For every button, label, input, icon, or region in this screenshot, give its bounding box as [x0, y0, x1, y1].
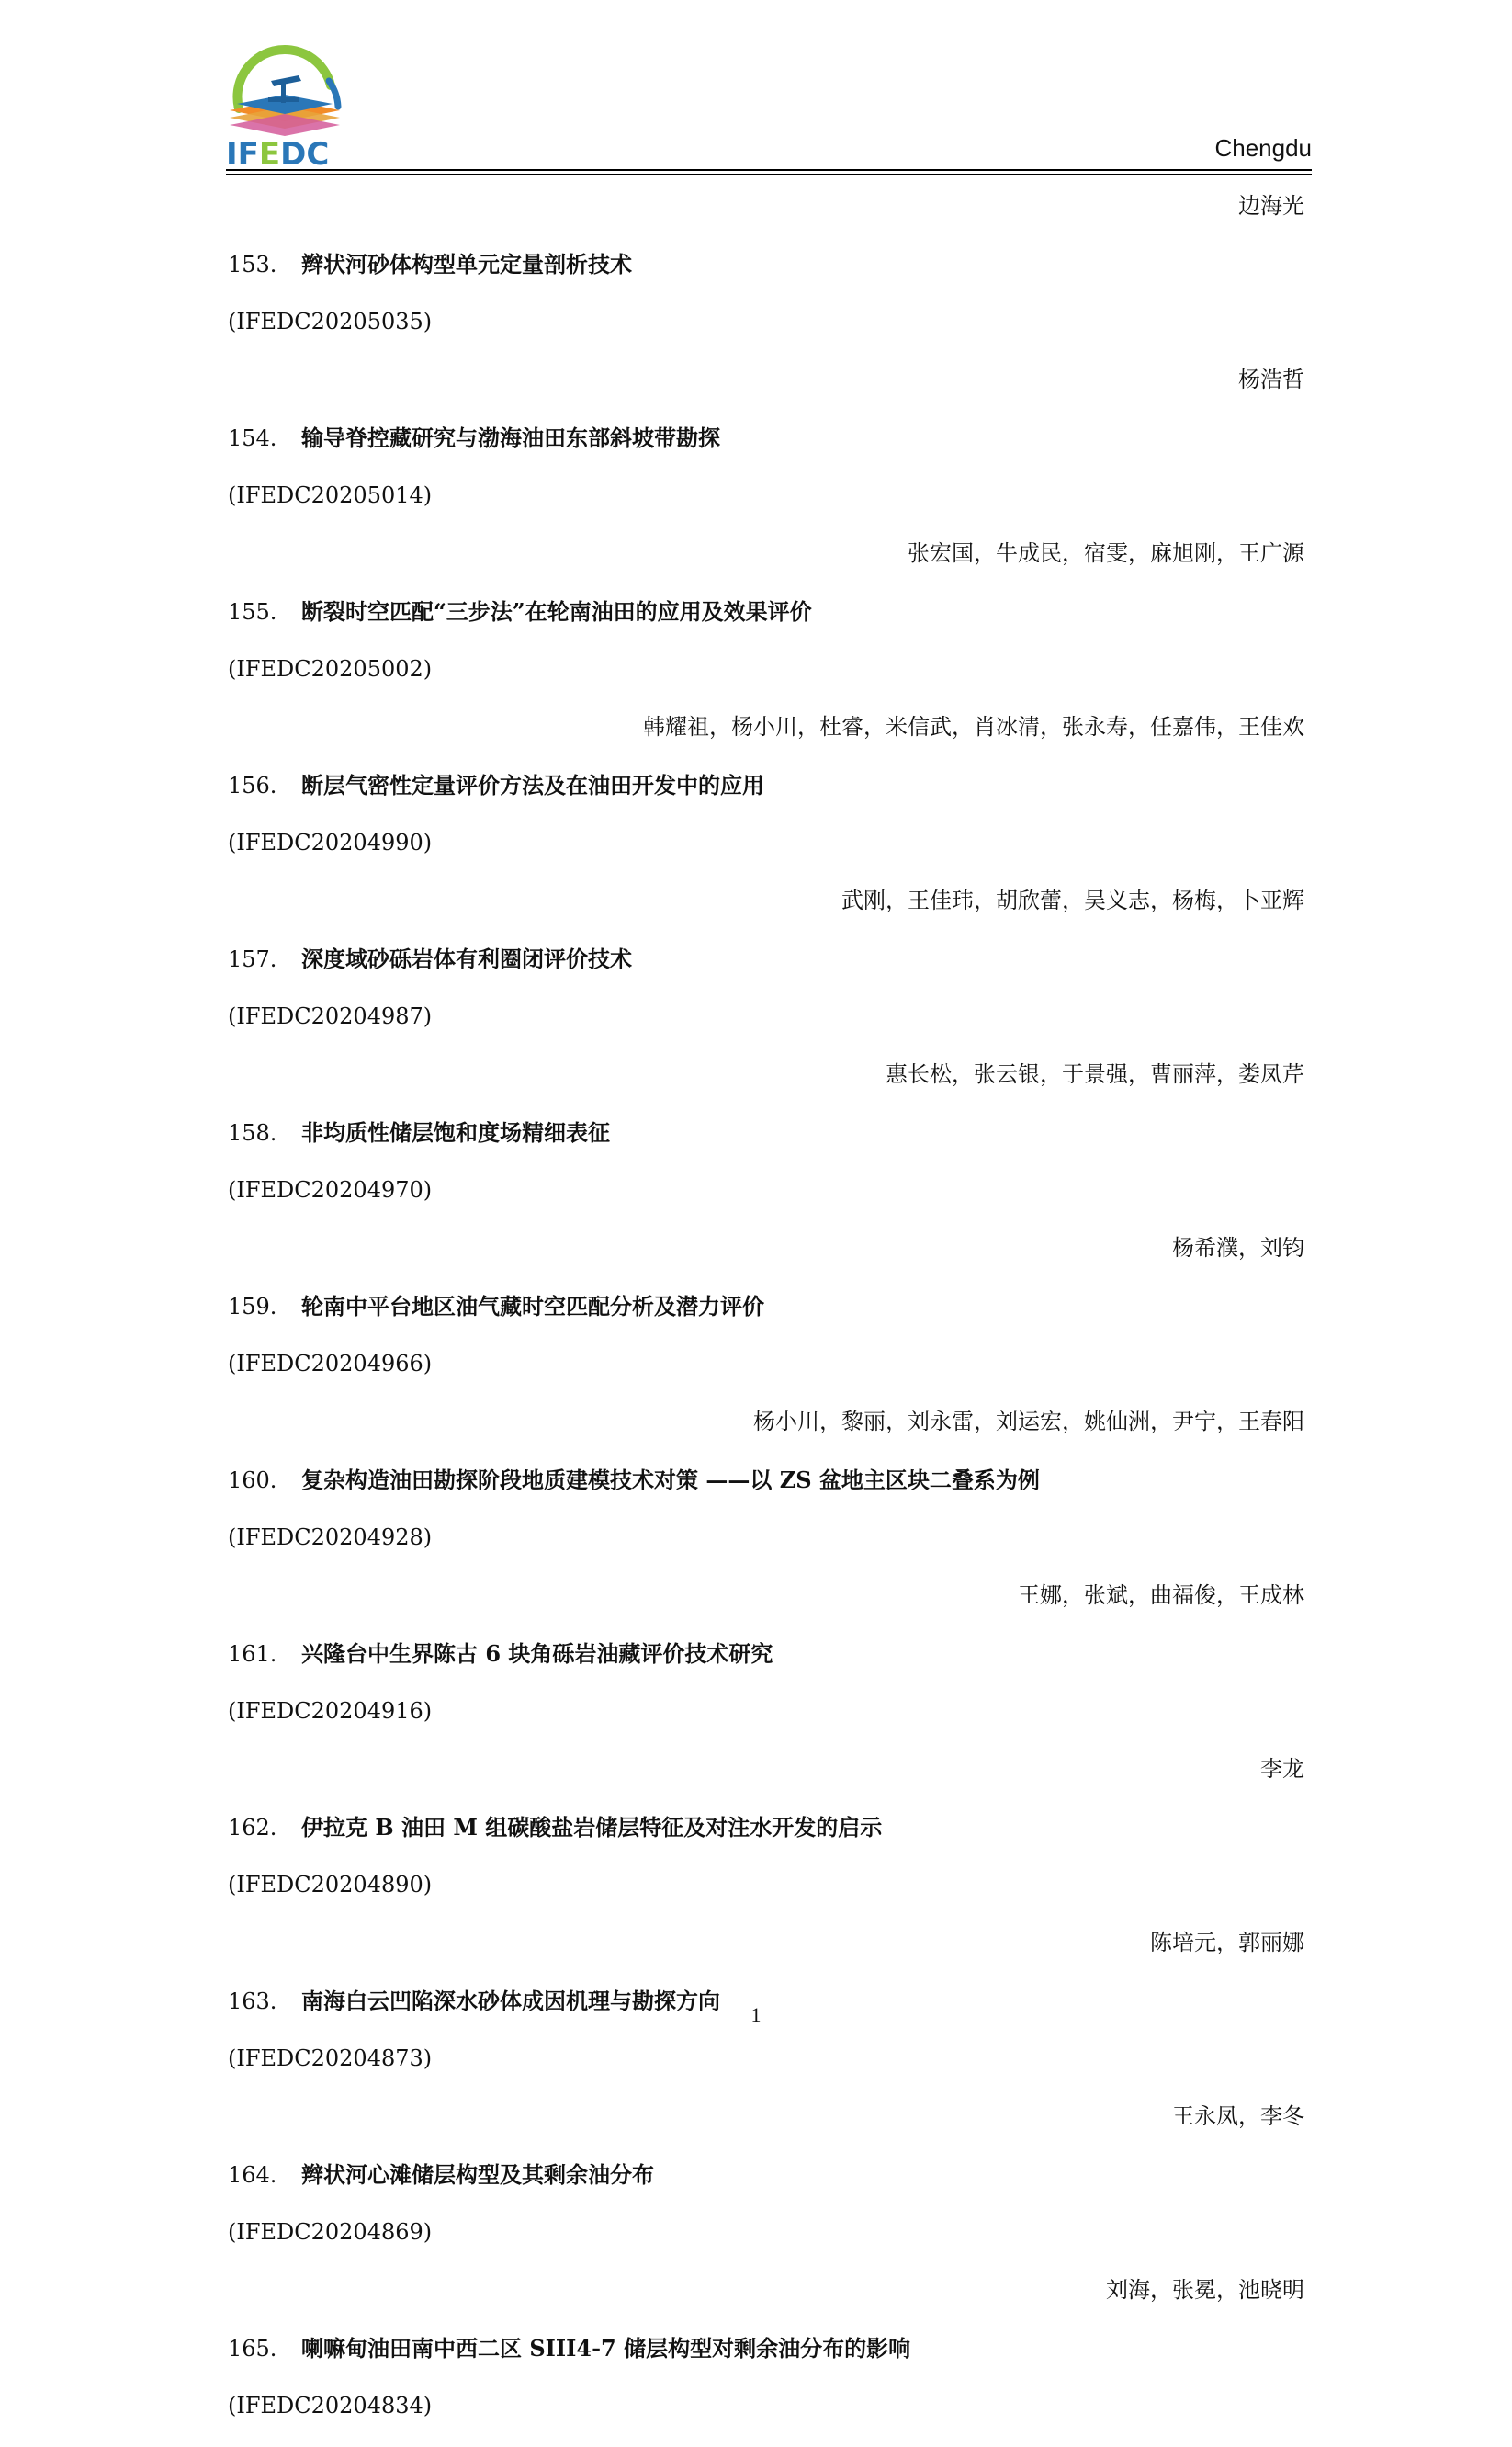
paper-title-line: [228, 1116, 1304, 1150]
paper-entry: [228, 1116, 1304, 1265]
paper-title-line: [228, 421, 1304, 455]
paper-title-line: [228, 595, 1304, 629]
paper-title: 辫状河心滩储层构型及其剩余油分布: [301, 2161, 654, 2188]
paper-id: (IFEDC20204970): [228, 1177, 433, 1203]
paper-number: 164.: [228, 2162, 277, 2188]
paper-title-line: [228, 1463, 1304, 1497]
header-divider-thin: [226, 174, 1312, 175]
paper-authors: 王永凤，李冬: [1172, 2103, 1304, 2129]
paper-authors: 韩耀祖，杨小川，杜睿，米信武，肖冰清，张永寿，任嘉伟，王佳欢: [643, 714, 1304, 740]
paper-id: (IFEDC20204916): [228, 1698, 433, 1724]
header-city: Chengdu: [1214, 134, 1312, 162]
paper-authors: 武刚，王佳玮，胡欣蕾，吴义志，杨梅，卜亚辉: [841, 888, 1304, 913]
paper-authors: 陈培元，郭丽娜: [1150, 1930, 1304, 1955]
paper-title-line: [228, 1810, 1304, 1844]
paper-entry: [228, 942, 1304, 1092]
paper-list: [228, 189, 1304, 2447]
paper-authors: 杨浩哲: [1238, 367, 1304, 392]
paper-title-line: [228, 1289, 1304, 1323]
paper-authors: 张宏国，牛成民，宿雯，麻旭刚，王广源: [908, 540, 1304, 566]
paper-number: 153.: [228, 252, 277, 278]
paper-entry: [228, 768, 1304, 918]
paper-title: 断裂时空匹配“三步法”在轮南油田的应用及效果评价: [301, 598, 812, 625]
logo-emblem-icon: [220, 44, 349, 141]
paper-id: (IFEDC20204928): [228, 1524, 433, 1550]
paper-entry: [228, 1810, 1304, 1960]
paper-id: (IFEDC20204890): [228, 1872, 433, 1898]
paper-id: (IFEDC20205002): [228, 656, 433, 682]
leading-authors: 边海光: [1238, 193, 1304, 219]
paper-id: (IFEDC20204869): [228, 2219, 433, 2245]
paper-id: (IFEDC20204966): [228, 1351, 433, 1376]
paper-title-line: [228, 1637, 1304, 1671]
paper-entry: [228, 421, 1304, 571]
paper-number: 165.: [228, 2336, 277, 2362]
paper-entry: [228, 2158, 1304, 2307]
paper-number: 162.: [228, 1815, 277, 1841]
paper-authors: 杨希濮，刘钧: [1172, 1235, 1304, 1261]
paper-number: 157.: [228, 946, 277, 972]
logo-text: IFEDC: [226, 136, 330, 173]
paper-entry: [228, 1289, 1304, 1439]
paper-title: 兴隆台中生界陈古 6 块角砾岩油藏评价技术研究: [301, 1640, 773, 1667]
paper-authors: 杨小川，黎丽，刘永雷，刘运宏，姚仙洲，尹宁，王春阳: [753, 1409, 1304, 1434]
paper-id: (IFEDC20204987): [228, 1003, 433, 1029]
paper-entry: [228, 595, 1304, 744]
paper-title: 非均质性储层饱和度场精细表征: [301, 1119, 610, 1146]
paper-authors: 惠长松，张云银，于景强，曹丽萍，娄凤芹: [886, 1061, 1304, 1087]
entries-container: [228, 247, 1304, 2423]
paper-number: 159.: [228, 1294, 277, 1320]
paper-entry: [228, 1637, 1304, 1786]
paper-title-line: [228, 247, 1304, 281]
paper-title-line: [228, 2331, 1304, 2365]
paper-number: 160.: [228, 1467, 277, 1493]
paper-title: 复杂构造油田勘探阶段地质建模技术对策 ——以 ZS 盆地主区块二叠系为例: [301, 1467, 1040, 1493]
paper-id: (IFEDC20204873): [228, 2045, 433, 2071]
paper-title: 伊拉克 B 油田 M 组碳酸盐岩储层特征及对注水开发的启示: [301, 1814, 883, 1841]
paper-id: (IFEDC20204990): [228, 830, 433, 855]
paper-number: 163.: [228, 1988, 277, 2014]
paper-authors: 王娜，张斌，曲福俊，王成林: [1018, 1582, 1304, 1608]
paper-title: 辫状河砂体构型单元定量剖析技术: [301, 251, 632, 278]
page-number: 1: [750, 2003, 762, 2026]
paper-title-line: [228, 2158, 1304, 2192]
paper-title: 南海白云凹陷深水砂体成因机理与勘探方向: [301, 1988, 720, 2014]
paper-authors: 李龙: [1260, 1756, 1304, 1782]
paper-id: (IFEDC20205035): [228, 309, 433, 334]
paper-title: 输导脊控藏研究与渤海油田东部斜坡带勘探: [301, 425, 720, 451]
paper-number: 154.: [228, 425, 277, 451]
paper-number: 155.: [228, 599, 277, 625]
paper-entry: [228, 2331, 1304, 2423]
paper-title: 深度域砂砾岩体有利圈闭评价技术: [301, 946, 632, 972]
paper-title: 喇嘛甸油田南中西二区 SIII4-7 储层构型对剩余油分布的影响: [301, 2335, 911, 2362]
paper-title-line: [228, 768, 1304, 802]
paper-title: 断层气密性定量评价方法及在油田开发中的应用: [301, 772, 764, 799]
paper-title-line: [228, 942, 1304, 976]
header-divider: [226, 169, 1312, 171]
paper-entry: [228, 247, 1304, 397]
paper-entry: [228, 1463, 1304, 1613]
paper-number: 158.: [228, 1120, 277, 1146]
paper-id: (IFEDC20205014): [228, 482, 433, 508]
paper-title: 轮南中平台地区油气藏时空匹配分析及潜力评价: [301, 1293, 764, 1320]
paper-authors: 刘海，张冕，池晓明: [1106, 2277, 1304, 2303]
paper-number: 156.: [228, 773, 277, 799]
paper-id: (IFEDC20204834): [228, 2393, 433, 2419]
paper-number: 161.: [228, 1641, 277, 1667]
